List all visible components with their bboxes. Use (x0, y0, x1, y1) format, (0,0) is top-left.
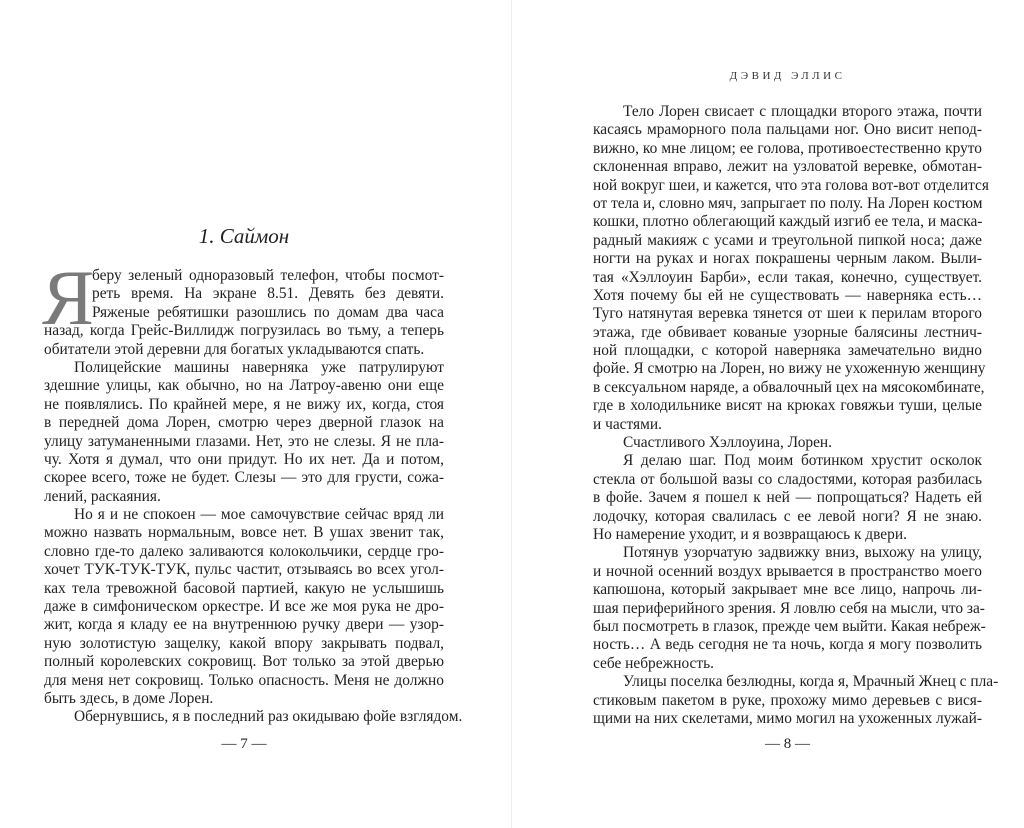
text-line: Счастливого Хэллоуина, Лорен. (623, 434, 833, 452)
text-line: щими на них скелетами, мимо могил на ухоженных лужай- (593, 709, 982, 727)
text-line: Туго натянутая веревка тянется от шеи к перилам второго (593, 305, 982, 323)
text-line: реть время. На экране 8.51. Девять без девяти. (92, 285, 444, 303)
text-line: полный королевских сокровищ. Вот только за этой дверью (44, 653, 444, 671)
text-line: ную золотистую защелку, какой впору закрывать подвал, (44, 634, 444, 652)
text-line: шая периферийного зрения. Я ловлю себя на мысли, что за- (593, 599, 985, 617)
paragraph (593, 452, 982, 544)
page-number-left: — 7 — (221, 736, 267, 752)
text-line: фойе. Я смотрю на Лорен, но вижу не ухоженную женщину (593, 360, 986, 378)
text-line: беру зеленый одноразовый телефон, чтобы посмот- (92, 267, 444, 284)
text-line: ногти на руках и ногах покрашены черным лаком. Выли- (593, 250, 982, 268)
text-line: Но намерение уходит, и я возвращаюсь к двери. (593, 525, 907, 543)
text-line: этажа, где обвивает кованые узорные балясины лестнич- (593, 323, 982, 341)
text-line: касаясь мраморного пола пальцами ног. Оно висит непод- (593, 121, 982, 139)
text-line: хочет ТУК-ТУК-ТУК, пульс частит, отзываясь во всех угол- (44, 561, 444, 579)
text-line: Но я и не спокоен — мое самочувствие сейчас вряд ли (74, 506, 444, 524)
text-line: улицу затуманенными глазами. Нет, это не слезы. Я не пла- (44, 432, 444, 450)
text-line: жит, когда я кладу ее на внутреннюю ручку двери — узор- (44, 616, 444, 634)
paragraph (44, 506, 444, 708)
paragraph (44, 359, 444, 506)
text-line: себе небрежность. (593, 654, 714, 672)
text-line: был посмотреть в глазок, прежде чем выйти. Какая небреж- (593, 617, 986, 635)
text-line: Улицы поселка безлюдны, когда я, Мрачный Жнец с пла- (623, 673, 999, 691)
text-line: Тело Лорен свисает с площадки второго этажа, почти (623, 103, 982, 120)
paragraph (42, 254, 444, 359)
text-line: вижно, ко мне лицом; ее голова, противоестественно круто (593, 139, 982, 157)
text-line: стиковым пакетом в руке, прохожу мимо деревьев с вися- (593, 691, 982, 709)
right-page-body (593, 103, 999, 728)
text-line: быть здесь, в доме Лорен. (44, 689, 214, 707)
text-line: даже в симфоническом оркестре. И все же моя рука не дро- (44, 598, 444, 616)
text-line: можно назвать нормальным, вовсе нет. В ушах звенит так, (44, 524, 444, 542)
paragraph (593, 544, 986, 673)
running-head-author: ДЭВИД ЭЛЛИС (729, 70, 846, 82)
text-line: чу. Хотя я думал, что они придут. Но их нет. Да и потом, (44, 450, 444, 468)
text-line: для меня нет сокровищ. Только опасность. Меня не должно (44, 671, 444, 689)
text-line: Я делаю шаг. Под моим ботинком хрустит осколок (623, 452, 982, 470)
text-line: склоненная вправо, лежит на узловатой веревке, обмотан- (593, 158, 982, 176)
text-line: капюшона, который закрывает мне все лицо, напрочь ли- (593, 581, 982, 599)
drop-cap: Я (42, 254, 95, 341)
left-page (0, 0, 511, 828)
text-line: Полицейские машины наверняка уже патрулируют (74, 358, 444, 376)
text-line: здешние улицы, как обычно, но на Латроу-авеню они еще (44, 377, 444, 395)
text-line: и частями. (593, 415, 662, 433)
book-gutter (511, 0, 512, 828)
text-line: радный макияж с усами и треугольной пипкой носа; даже (593, 231, 982, 249)
text-line: в сексуальном наряде, а обвалочный цех на мясокомбинате, (593, 378, 985, 396)
paragraph (593, 103, 989, 434)
text-line: ной площадки, с которой наверняка замечательно видно (593, 342, 982, 360)
text-line: Потянув узорчатую задвижку вниз, выхожу на улицу, (623, 544, 982, 562)
text-line: назад, когда Грейс-Виллидж погрузилась во тьму, а теперь (44, 322, 444, 340)
text-line: где в холодильнике висят на крюках говяжьи туши, целые (593, 397, 982, 415)
text-line: и ночной осенний воздух врывается в пространство моего (593, 562, 982, 580)
text-line: кошки, плотно облегающий каждый изгиб ее тела, и маска- (593, 213, 983, 231)
text-line: в передней дома Лорен, смотрю через дверной глазок на (44, 414, 444, 432)
chapter-title: 1. Саймон (198, 224, 290, 248)
text-line: скорее всего, тоже не будет. Слезы — это для грусти, сожа- (44, 469, 444, 487)
paragraph (593, 673, 999, 728)
text-line: ной вокруг шеи, и кажется, что эта голова вот-вот отделится (593, 176, 989, 194)
text-line: в фойе. Зачем я пошел к ней — попрощаться? Надеть ей (593, 489, 982, 507)
text-line: Хотя почему бы ей не существовать — наверняка есть… (593, 286, 982, 304)
right-page (513, 0, 1024, 828)
text-line: Ряженые ребятишки разошлись по домам два часа (92, 303, 444, 321)
text-line: тая «Хэллоуин Барби», если такая, конечно, существует. (593, 268, 982, 286)
paragraph (44, 708, 463, 726)
left-page-body (42, 254, 463, 727)
text-line: лодочку, которая свалилась с ее левой ноги? Я не знаю. (593, 507, 982, 525)
text-line: ность… А ведь сегодня не та ночь, когда я могу позволить (593, 636, 982, 654)
text-line: словно где-то далеко заливаются колокольчики, сердце гро- (44, 542, 444, 560)
text-line: не появлялись. По крайней мере, я не вижу их, когда, стоя (44, 395, 444, 413)
text-line: стекла от большой вазы со сладостями, которая разбилась (593, 470, 982, 488)
text-line: лений, раскаяния. (44, 487, 161, 505)
text-line: Обернувшись, я в последний раз окидываю фойе взглядом. (74, 708, 463, 726)
text-line: ках тела тревожной басовой партией, какую не услышишь (44, 579, 444, 597)
text-line: обитатели этой деревни для богатых укладываются спать. (44, 340, 425, 358)
text-line: от тела и, словно мяч, запрыгает по полу. На Лорен костюм (593, 194, 983, 212)
page-number-right: — 8 — (765, 736, 810, 752)
paragraph (593, 434, 982, 452)
